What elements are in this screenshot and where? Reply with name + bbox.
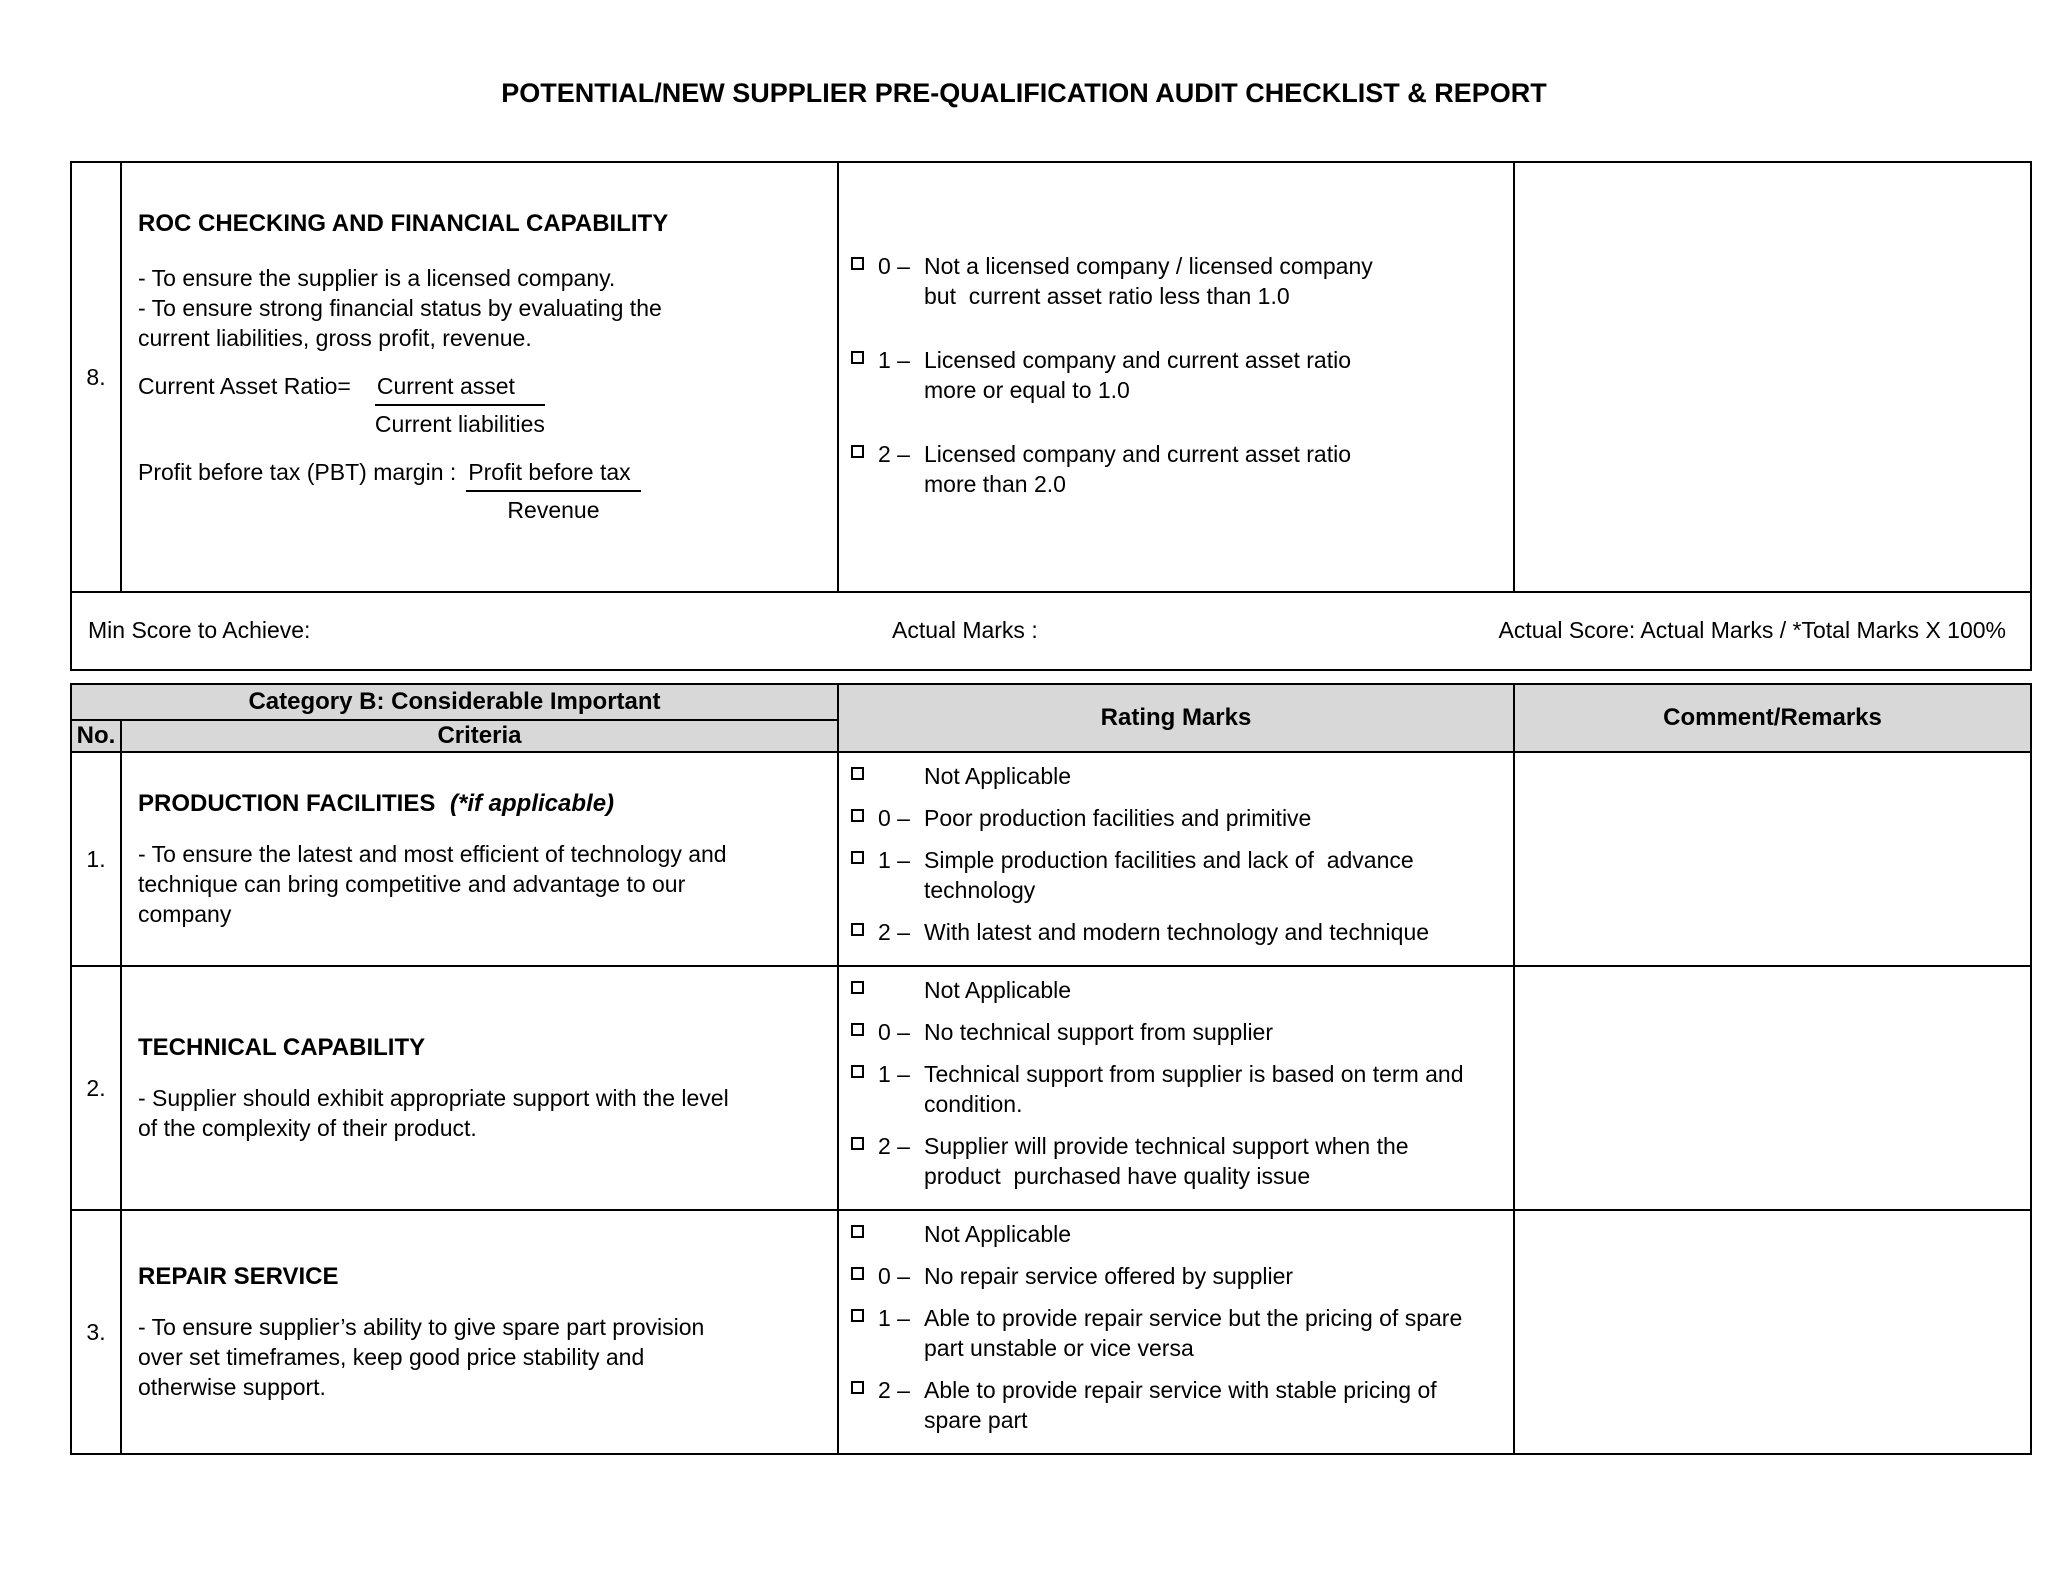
criteria-heading-text: PRODUCTION FACILITIES — [138, 790, 436, 817]
checkbox-icon[interactable] — [851, 1309, 864, 1322]
fraction-numerator: Profit before tax — [466, 457, 640, 492]
criteria-cell — [121, 966, 838, 1210]
criteria-heading: TECHNICAL CAPABILITY — [138, 1034, 426, 1061]
row-number: 2. — [71, 966, 121, 1210]
checkbox-icon[interactable] — [851, 1225, 864, 1238]
col-header-criteria: Criteria — [121, 720, 838, 752]
rating-score: 2 – — [878, 1377, 910, 1403]
rating-text: Licensed company and current asset ratio more or equal to 1.0 — [924, 347, 1358, 403]
rating-score: 0 – — [878, 253, 910, 279]
rating-option — [851, 1375, 1503, 1435]
row-number: 3. — [71, 1210, 121, 1454]
category-b-header-row — [71, 684, 2031, 720]
comment-cell — [1514, 162, 2031, 592]
table-row-2 — [71, 966, 2031, 1210]
rating-text: No technical support from supplier — [924, 1019, 1273, 1045]
fraction — [375, 371, 545, 439]
checkbox-icon[interactable] — [851, 1137, 864, 1150]
criteria-heading — [138, 789, 807, 819]
checkbox-icon[interactable] — [851, 1065, 864, 1078]
criteria-heading: ROC CHECKING AND FINANCIAL CAPABILITY — [138, 210, 669, 237]
rating-score: 1 – — [878, 1305, 910, 1331]
comment-cell — [1514, 752, 2031, 966]
col-header-no: No. — [71, 720, 121, 752]
rating-option — [851, 975, 1503, 1005]
formula-label: Profit before tax (PBT) margin : — [138, 459, 457, 485]
category-b-table — [70, 683, 2032, 1455]
checkbox-icon[interactable] — [851, 351, 864, 364]
checkbox-icon[interactable] — [851, 981, 864, 994]
rating-option — [851, 803, 1503, 833]
checkbox-icon[interactable] — [851, 445, 864, 458]
criteria-cell — [121, 752, 838, 966]
min-score-label: Min Score to Achieve: — [88, 616, 311, 643]
rating-option — [851, 1303, 1503, 1363]
rating-option — [851, 1059, 1503, 1119]
rating-text: Poor production facilities and primitive — [924, 805, 1312, 831]
rating-option — [851, 1219, 1503, 1249]
criteria-cell — [121, 1210, 838, 1454]
table-row-1 — [71, 752, 2031, 966]
rating-marks-cell — [838, 162, 1514, 592]
rating-text: Not Applicable — [924, 977, 1072, 1003]
score-summary-cell — [71, 592, 2031, 670]
rating-score: 1 – — [878, 1061, 910, 1087]
rating-text: With latest and modern technology and technique — [924, 919, 1430, 945]
rating-score: 2 – — [878, 441, 910, 467]
rating-text: Supplier will provide technical support when the product purchased have quality issue — [924, 1133, 1415, 1189]
rating-score: 0 – — [878, 1263, 910, 1289]
current-asset-ratio-formula — [138, 371, 807, 439]
rating-marks-cell — [838, 966, 1514, 1210]
actual-marks-label: Actual Marks : — [892, 616, 1038, 643]
rating-score: 0 – — [878, 1019, 910, 1045]
fraction-denominator: Revenue — [507, 497, 600, 523]
rating-option — [851, 845, 1503, 905]
page-title: POTENTIAL/NEW SUPPLIER PRE-QUALIFICATION AUDIT CHECKLIST & REPORT — [501, 78, 1547, 108]
rating-score: 0 – — [878, 805, 910, 831]
pbt-margin-formula — [138, 457, 807, 525]
rating-score: 1 – — [878, 847, 910, 873]
rating-text: Simple production facilities and lack of advance technology — [924, 847, 1421, 903]
checkbox-icon[interactable] — [851, 767, 864, 780]
criteria-description: - To ensure supplier’s ability to give spare part provision over set timeframes, keep good price stability and otherwise support. — [138, 1314, 705, 1400]
score-summary-row — [71, 592, 2031, 670]
rating-option — [851, 439, 1503, 499]
formula-label: Current Asset Ratio= — [138, 373, 351, 399]
fraction — [466, 457, 640, 525]
col-header-comment-remarks: Comment/Remarks — [1514, 684, 2031, 752]
rating-option — [851, 251, 1503, 311]
table-row-3 — [71, 1210, 2031, 1454]
row-number: 1. — [71, 752, 121, 966]
rating-option — [851, 917, 1503, 947]
checkbox-icon[interactable] — [851, 1381, 864, 1394]
criteria-heading-note: (*if applicable) — [450, 790, 615, 817]
criteria-cell — [121, 162, 838, 592]
section-8-table — [70, 161, 2032, 671]
rating-option — [851, 1017, 1503, 1047]
rating-marks-cell — [838, 752, 1514, 966]
rating-option — [851, 345, 1503, 405]
rating-text: Not Applicable — [924, 1221, 1072, 1247]
rating-text: Able to provide repair service with stable pricing of spare part — [924, 1377, 1444, 1433]
actual-score-label: Actual Score: Actual Marks / *Total Marks X 100% — [1498, 616, 2006, 643]
fraction-denominator: Current liabilities — [374, 411, 545, 437]
col-header-rating-marks: Rating Marks — [838, 684, 1514, 752]
rating-text: Technical support from supplier is based on term and condition. — [924, 1061, 1470, 1117]
comment-cell — [1514, 966, 2031, 1210]
category-b-header: Category B: Considerable Important — [71, 684, 838, 720]
table-row-8 — [71, 162, 2031, 592]
rating-text: Able to provide repair service but the pricing of spare part unstable or vice versa — [924, 1305, 1469, 1361]
checkbox-icon[interactable] — [851, 923, 864, 936]
rating-text: Not Applicable — [924, 763, 1072, 789]
rating-text: Licensed company and current asset ratio more than 2.0 — [924, 441, 1358, 497]
criteria-bullet: - To ensure strong financial status by evaluating the current liabilities, gross profit, revenue. — [138, 295, 662, 351]
checkbox-icon[interactable] — [851, 809, 864, 822]
rating-score: 2 – — [878, 1133, 910, 1159]
rating-marks-cell — [838, 1210, 1514, 1454]
fraction-numerator: Current asset — [375, 371, 545, 406]
rating-option — [851, 761, 1503, 791]
criteria-bullet: - To ensure the supplier is a licensed company. — [138, 265, 616, 291]
rating-score: 1 – — [878, 347, 910, 373]
criteria-description: - Supplier should exhibit appropriate support with the level of the complexity of their product. — [138, 1085, 729, 1141]
rating-option — [851, 1261, 1503, 1291]
checkbox-icon[interactable] — [851, 1023, 864, 1036]
rating-option — [851, 1131, 1503, 1191]
row-number: 8. — [71, 162, 121, 592]
comment-cell — [1514, 1210, 2031, 1454]
rating-text: No repair service offered by supplier — [924, 1263, 1294, 1289]
criteria-heading: REPAIR SERVICE — [138, 1263, 339, 1290]
rating-text: Not a licensed company / licensed company but current asset ratio less than 1.0 — [924, 253, 1380, 309]
checkbox-icon[interactable] — [851, 1267, 864, 1280]
rating-score: 2 – — [878, 919, 910, 945]
criteria-description: - To ensure the latest and most efficient of technology and technique can bring competitive and advantage to our company — [138, 841, 727, 927]
checkbox-icon[interactable] — [851, 851, 864, 864]
checkbox-icon[interactable] — [851, 257, 864, 270]
